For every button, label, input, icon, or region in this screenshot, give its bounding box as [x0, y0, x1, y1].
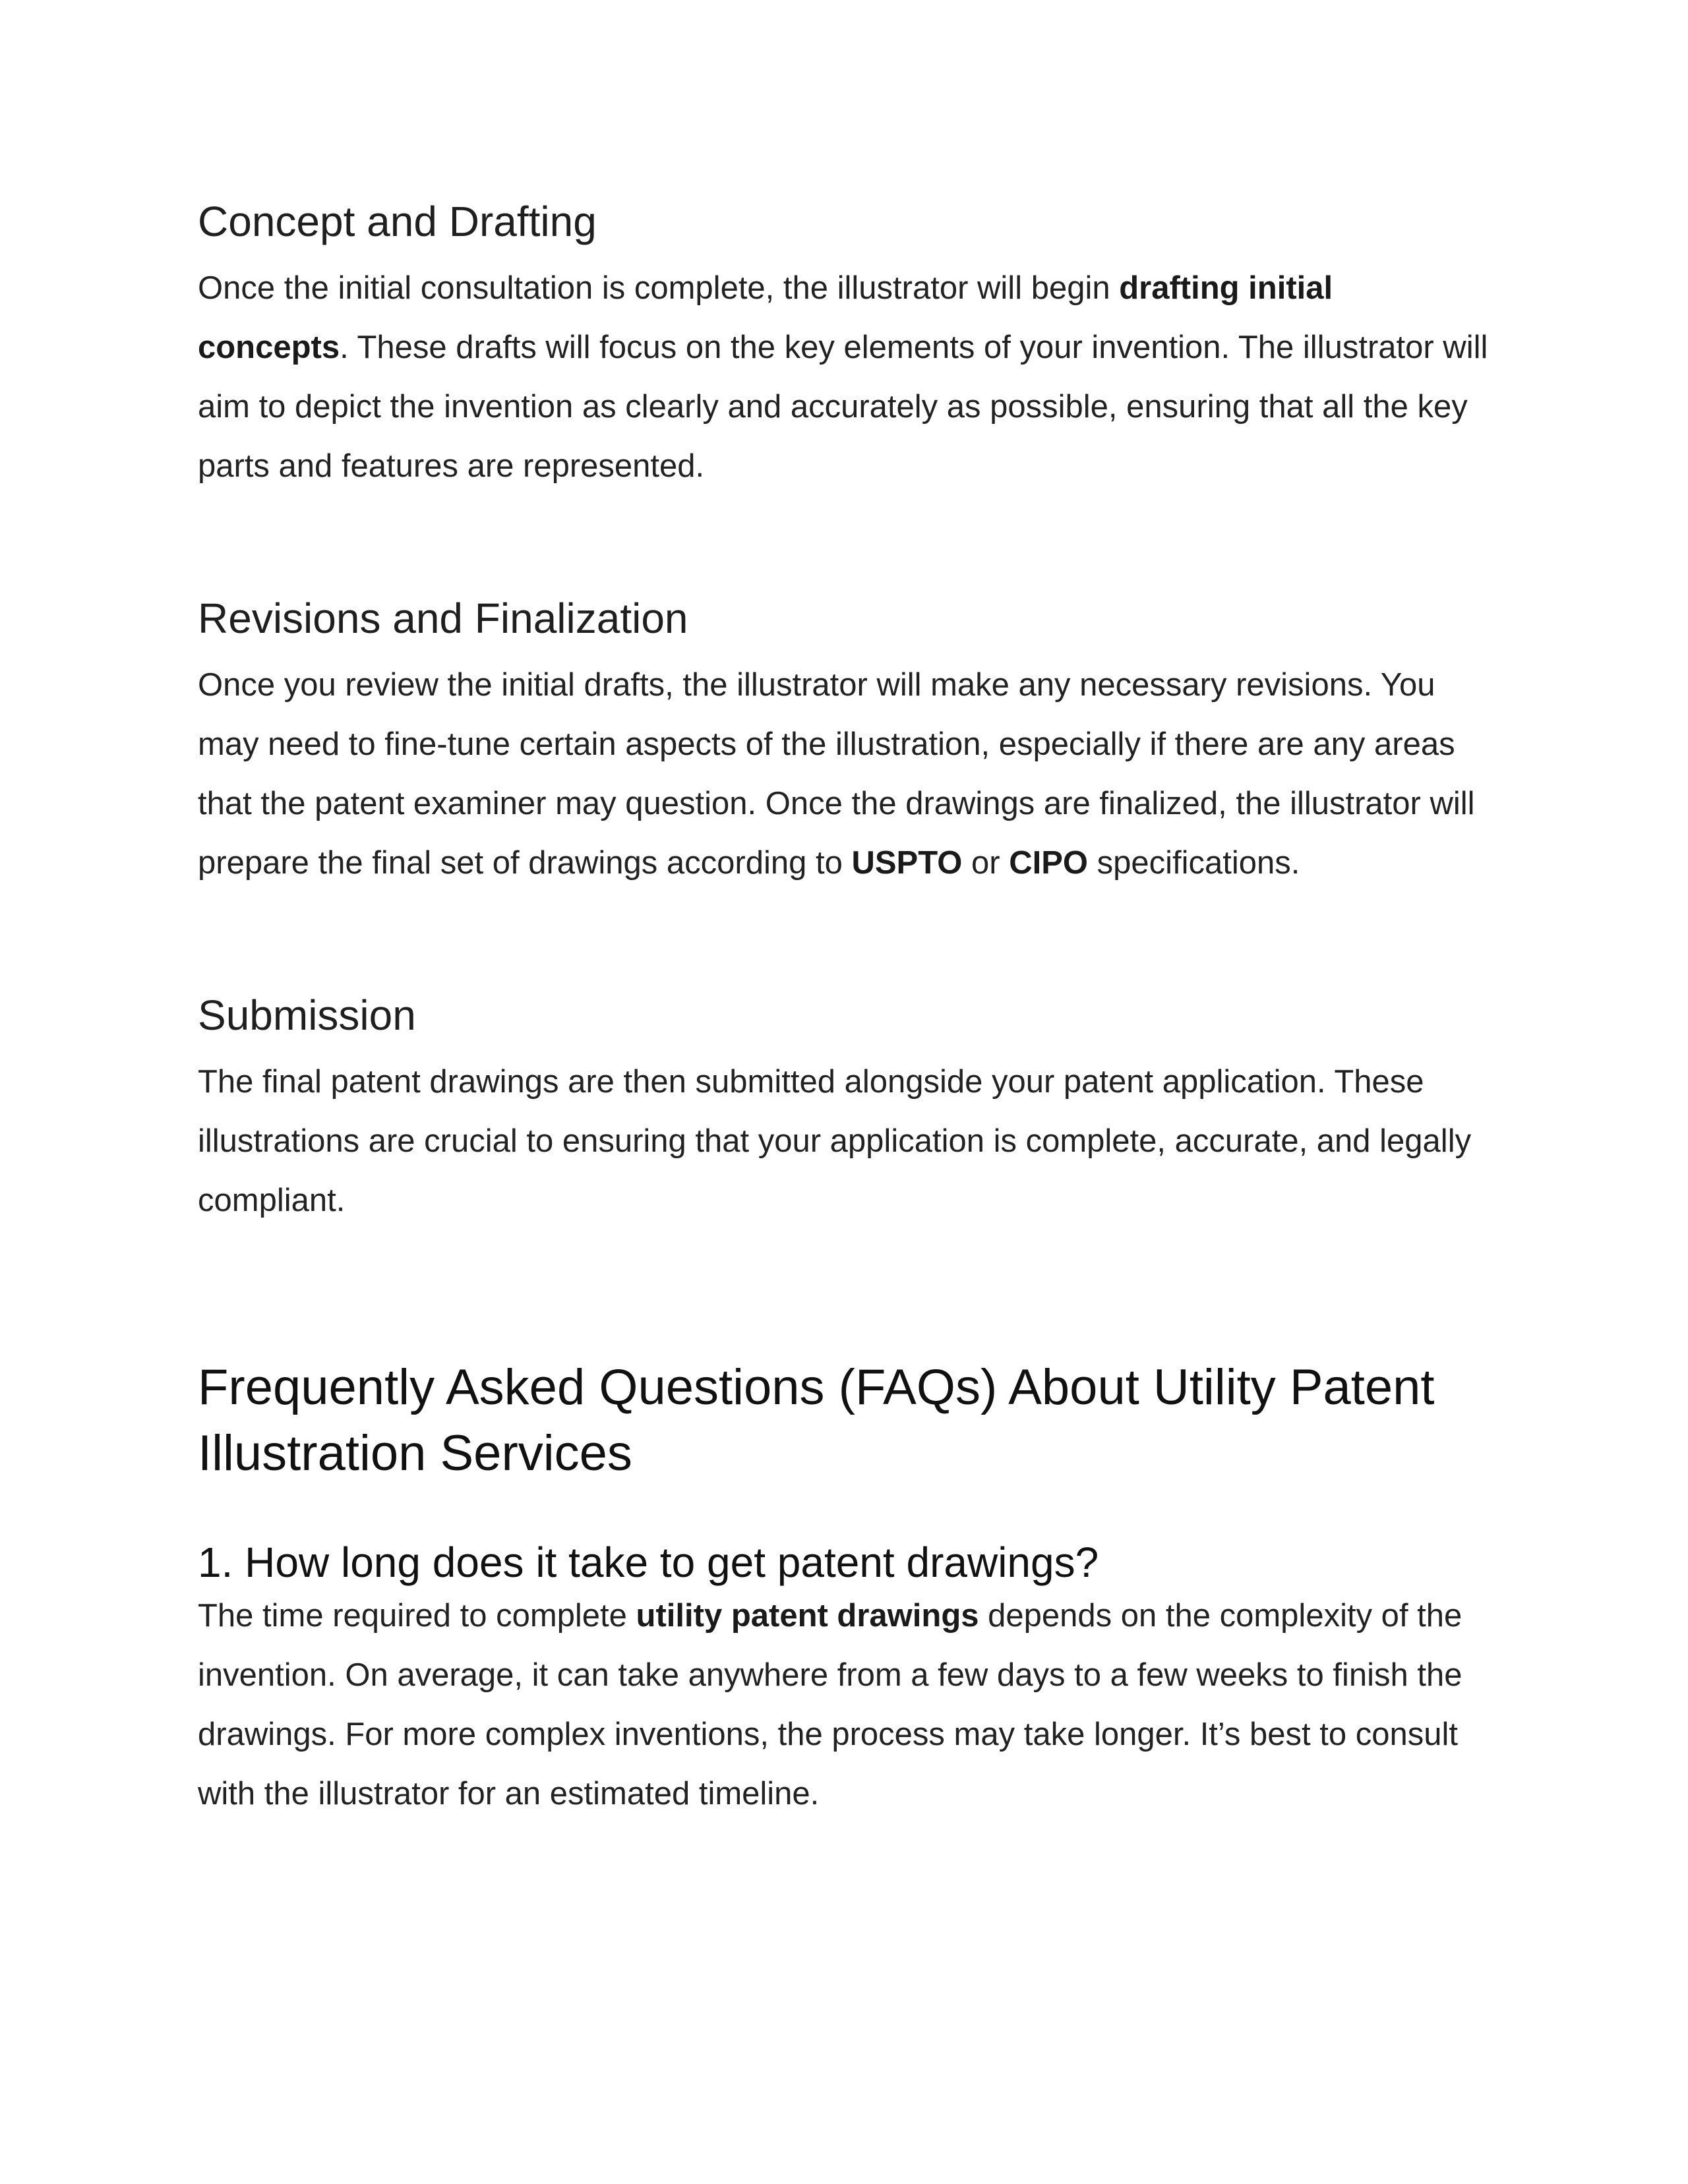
- bold-phrase: USPTO: [851, 845, 963, 881]
- paragraph-text: The time required to complete: [198, 1598, 636, 1634]
- faq-answer: [198, 1586, 1490, 1823]
- paragraph-text: depends on the complexity of the invention. On average, it can take anywhere from a few days to a few weeks to finish the drawings. For more complex inventions, the process may take longer. It’s best to consult with the illustrator for an estimated timeline.: [198, 1598, 1462, 1812]
- section-paragraph: [198, 655, 1490, 893]
- faq-item-1: [198, 1537, 1490, 1823]
- bold-phrase: CIPO: [1009, 845, 1088, 881]
- paragraph-text: or: [962, 845, 1010, 881]
- section-heading: Submission: [198, 991, 416, 1039]
- paragraph-text: Once the initial consultation is complete, the illustrator will begin: [198, 270, 1120, 306]
- bold-phrase: utility patent drawings: [636, 1598, 979, 1634]
- section-heading: Revisions and Finalization: [198, 595, 688, 642]
- section-heading: Concept and Drafting: [198, 198, 597, 245]
- paragraph-text: . These drafts will focus on the key elements of your invention. The illustrator will aim to depict the invention as clearly and accurately as possible, ensuring that all the key parts and features are represented.: [198, 330, 1488, 484]
- section-concept-and-drafting: [198, 196, 1490, 496]
- paragraph-text: specifications.: [1087, 845, 1300, 881]
- section-submission: [198, 990, 1490, 1230]
- faq-question: 1. How long does it take to get patent drawings?: [198, 1539, 1099, 1586]
- section-revisions-and-finalization: [198, 593, 1490, 893]
- section-paragraph: The final patent drawings are then submitted alongside your patent application. These illustrations are crucial to ensuring that your application is complete, accurate, and legally compliant.: [198, 1064, 1472, 1218]
- faq-title: Frequently Asked Questions (FAQs) About Utility Patent Illustration Services: [198, 1359, 1435, 1481]
- section-paragraph: [198, 258, 1490, 496]
- bold-phrase: drafting initial concepts: [198, 270, 1333, 365]
- faq-section: [198, 1355, 1490, 1487]
- paragraph-text: Once you review the initial drafts, the illustrator will make any necessary revisions. You may need to fine-tune certain aspects of the illustration, especially if there are any areas that the patent examiner may question. Once the drawings are finalized, the illustrator will prepare the final set of drawings according to: [198, 667, 1475, 881]
